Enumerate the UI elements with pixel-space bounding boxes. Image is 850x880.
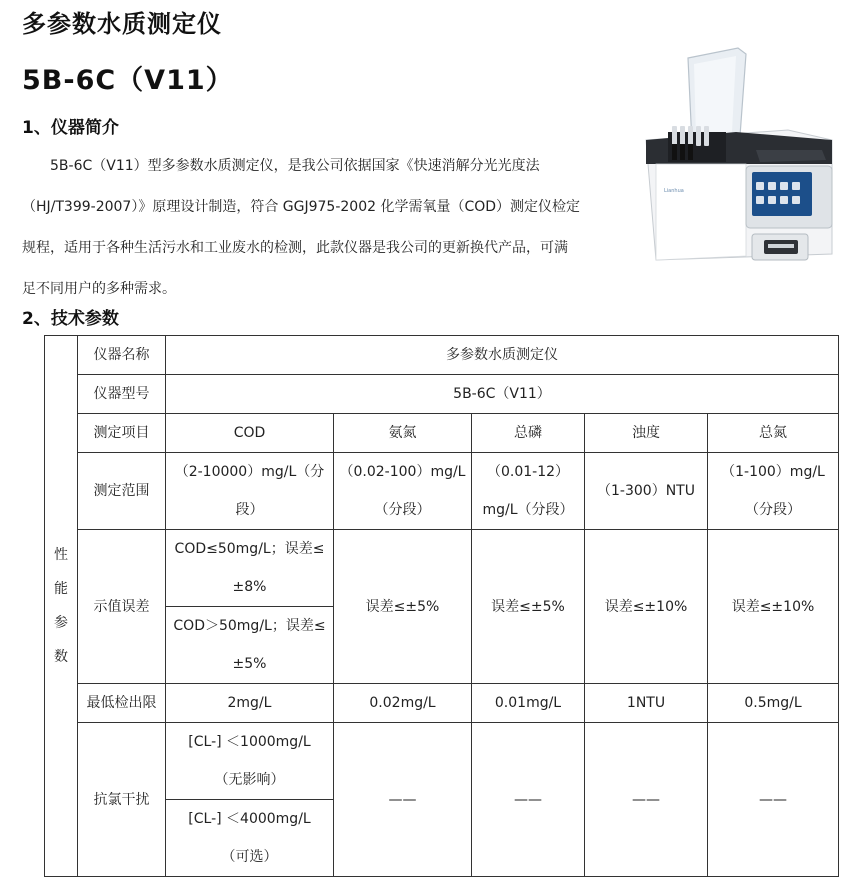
item-cod: COD (166, 414, 334, 453)
range-turbidity: （1-300）NTU (585, 453, 708, 530)
section-specs-heading: 2、技术参数 (22, 309, 119, 329)
side-label-performance: 性 能 参 数 (45, 336, 78, 877)
intro-paragraph (22, 146, 607, 310)
spec-table (44, 335, 839, 877)
water-quality-analyzer-image (636, 44, 836, 274)
row-label-detection-limit: 最低检出限 (78, 684, 166, 723)
table-row (45, 723, 839, 800)
range-nitrogen: （1-100）mg/L （分段） (708, 453, 839, 530)
chlorine-limit-optional: [CL-] ＜4000mg/L （可选） (166, 800, 334, 877)
item-phosphorus: 总磷 (472, 414, 585, 453)
chlorine-phosphorus: —— (472, 723, 585, 877)
chlorine-ammonia: —— (334, 723, 472, 877)
cod-error-high: COD＞50mg/L；误差≤ ±5% (166, 607, 334, 684)
row-label-model: 仪器型号 (78, 375, 166, 414)
error-nitrogen: 误差≤±10% (708, 530, 839, 684)
limit-ammonia: 0.02mg/L (334, 684, 472, 723)
limit-phosphorus: 0.01mg/L (472, 684, 585, 723)
chlorine-limit-standard: [CL-] ＜1000mg/L （无影响） (166, 723, 334, 800)
intro-line: 5B-6C（V11）型多参数水质测定仪，是我公司依据国家《快速消解分光光度法 (50, 158, 540, 174)
item-ammonia: 氨氮 (334, 414, 472, 453)
limit-turbidity: 1NTU (585, 684, 708, 723)
chlorine-turbidity: —— (585, 723, 708, 877)
table-row (45, 336, 839, 375)
row-label-instrument-name: 仪器名称 (78, 336, 166, 375)
row-label-range: 测定范围 (78, 453, 166, 530)
error-phosphorus: 误差≤±5% (472, 530, 585, 684)
model-title: 5B-6C（V11） (22, 65, 234, 96)
table-row (45, 375, 839, 414)
error-turbidity: 误差≤±10% (585, 530, 708, 684)
instrument-name-value: 多参数水质测定仪 (166, 336, 839, 375)
page-title: 多参数水质测定仪 (22, 10, 222, 38)
intro-line: 规程，适用于各种生活污水和工业废水的检测，此款仪器是我公司的更新换代产品，可满 (22, 240, 568, 256)
table-row (45, 684, 839, 723)
model-value: 5B-6C（V11） (166, 375, 839, 414)
range-ammonia: （0.02-100）mg/L （分段） (334, 453, 472, 530)
error-ammonia: 误差≤±5% (334, 530, 472, 684)
row-label-error: 示值误差 (78, 530, 166, 684)
table-row (45, 414, 839, 453)
intro-line: （HJ/T399-2007）》原理设计制造，符合 GGJ975-2002 化学需氧量（COD）测定仪检定 (22, 199, 581, 215)
intro-line: 足不同用户的多种需求。 (22, 281, 176, 297)
limit-nitrogen: 0.5mg/L (708, 684, 839, 723)
table-row (45, 453, 839, 530)
item-nitrogen: 总氮 (708, 414, 839, 453)
chlorine-nitrogen: —— (708, 723, 839, 877)
row-label-items: 测定项目 (78, 414, 166, 453)
range-cod: （2-10000）mg/L（分 段） (166, 453, 334, 530)
brand-label: Lianhua (664, 188, 684, 194)
table-row (45, 530, 839, 607)
cod-error-low: COD≤50mg/L；误差≤ ±8% (166, 530, 334, 607)
row-label-chlorine: 抗氯干扰 (78, 723, 166, 877)
range-phosphorus: （0.01-12） mg/L（分段） (472, 453, 585, 530)
section-intro-heading: 1、仪器简介 (22, 118, 119, 138)
limit-cod: 2mg/L (166, 684, 334, 723)
item-turbidity: 浊度 (585, 414, 708, 453)
